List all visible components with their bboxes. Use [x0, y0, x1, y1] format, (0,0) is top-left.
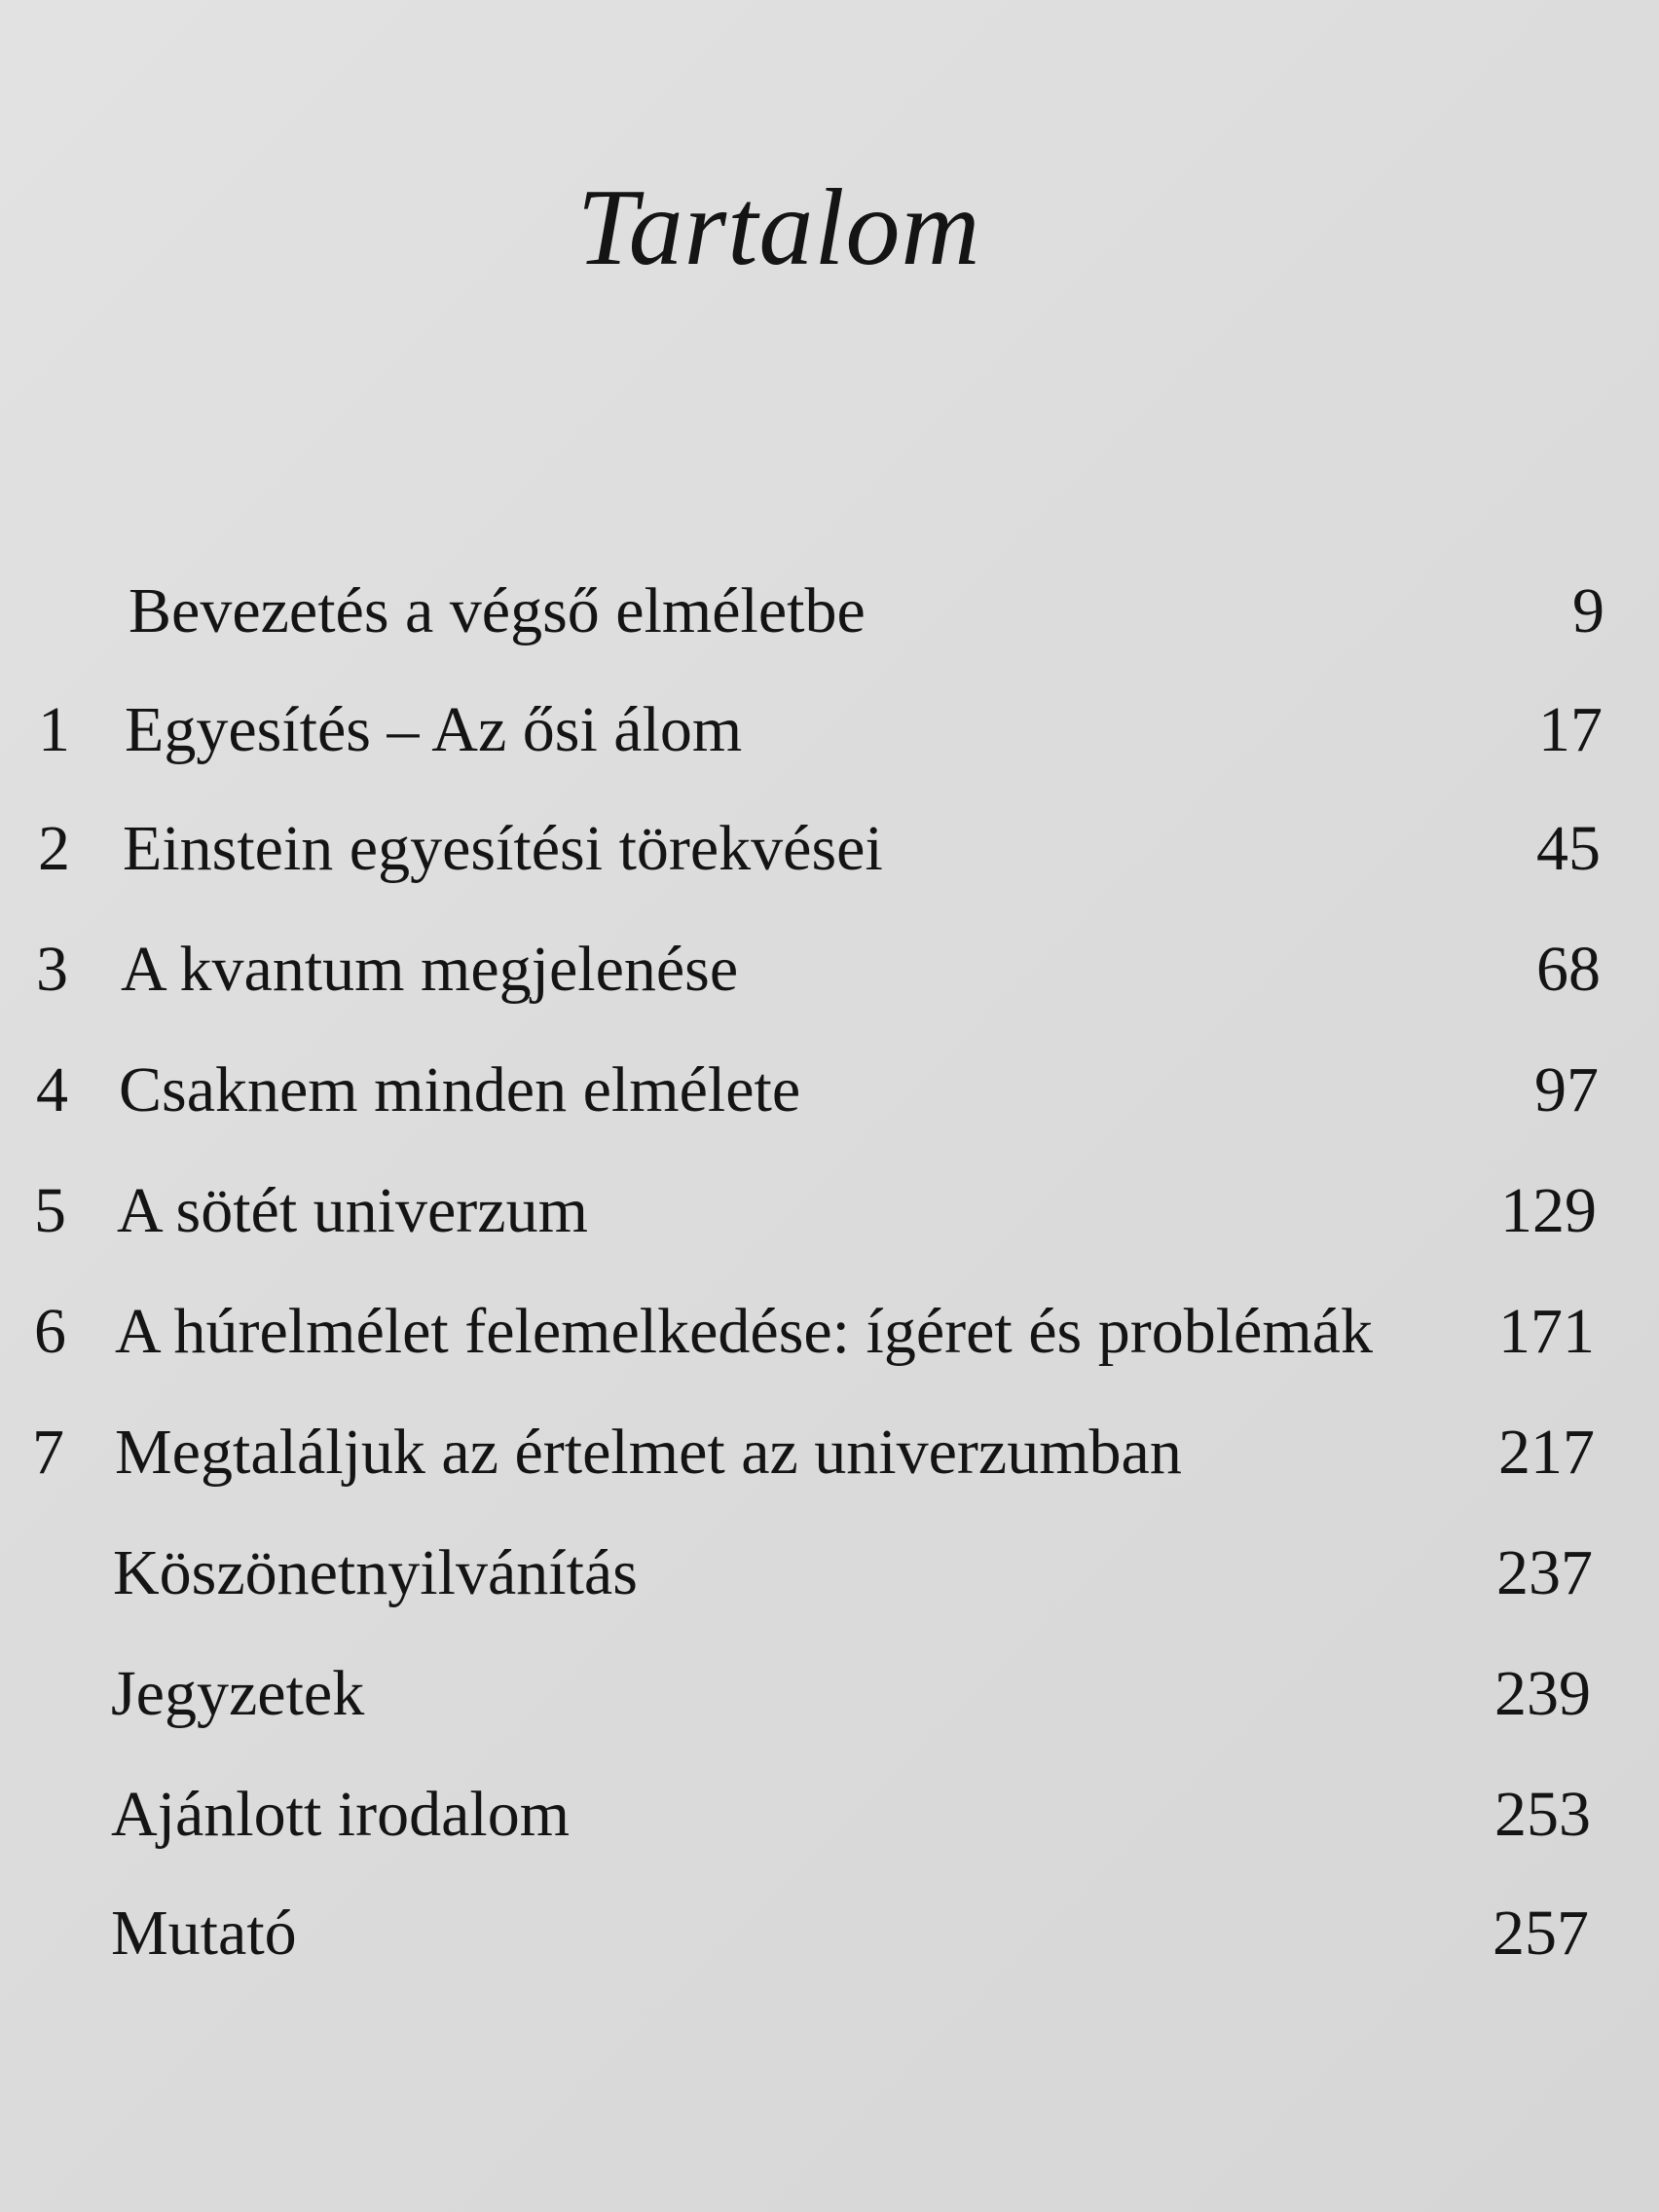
toc-entry-chapter-1 — [0, 682, 1659, 779]
toc-entry-page: 68 — [1536, 934, 1601, 1005]
toc-entry-title: Csaknem minden elmélete — [119, 1054, 801, 1125]
toc-entry-title: A húrelmélet felemelkedése: ígéret és problémák — [115, 1296, 1373, 1367]
toc-entry-page: 217 — [1498, 1417, 1595, 1488]
toc-entry-title: Ajánlott irodalom — [111, 1779, 571, 1850]
toc-entry-page: 171 — [1498, 1296, 1595, 1367]
toc-entry-page: 253 — [1494, 1779, 1591, 1850]
toc-entry-number: 3 — [36, 934, 68, 1005]
toc-entry-title: Egyesítés – Az ősi álom — [125, 694, 743, 765]
toc-entry-page: 257 — [1493, 1898, 1589, 1969]
toc-entry-chapter-4 — [0, 1042, 1659, 1139]
toc-entry-further-reading — [0, 1766, 1659, 1863]
toc-entry-title: Einstein egyesítési törekvései — [123, 813, 883, 884]
toc-entry-number: 4 — [36, 1054, 68, 1125]
toc-entry-title: Mutató — [111, 1898, 297, 1969]
toc-entry-acknowledgements — [0, 1525, 1659, 1622]
toc-entry-number: 2 — [38, 813, 70, 884]
toc-entry-number: 1 — [38, 694, 70, 765]
toc-entry-chapter-6 — [0, 1283, 1659, 1381]
toc-entry-title: Köszönetnyilvánítás — [113, 1537, 638, 1608]
toc-entry-number: 5 — [34, 1175, 66, 1246]
toc-entry-introduction — [0, 563, 1659, 660]
toc-entry-page: 97 — [1534, 1054, 1599, 1125]
toc-entry-page: 129 — [1500, 1175, 1597, 1246]
toc-entry-title: Jegyzetek — [111, 1658, 365, 1729]
toc-entry-chapter-3 — [0, 921, 1659, 1018]
toc-entry-title: A kvantum megjelenése — [121, 934, 739, 1005]
toc-entry-number: 7 — [32, 1417, 64, 1488]
toc-entry-page: 239 — [1494, 1658, 1591, 1729]
toc-entry-chapter-7 — [0, 1404, 1659, 1501]
toc-entry-page: 237 — [1496, 1537, 1593, 1608]
toc-entry-title: Megtaláljuk az értelmet az univerzumban — [115, 1417, 1182, 1488]
toc-entry-page: 45 — [1536, 813, 1601, 884]
toc-entry-index — [0, 1885, 1659, 1982]
toc-entry-page: 9 — [1572, 575, 1604, 646]
page-title: Tartalom — [576, 167, 981, 288]
toc-entry-title: A sötét univerzum — [117, 1175, 588, 1246]
toc-entry-chapter-5 — [0, 1162, 1659, 1260]
toc-entry-notes — [0, 1645, 1659, 1743]
toc-entry-title: Bevezetés a végső elméletbe — [129, 575, 866, 646]
toc-entry-page: 17 — [1538, 694, 1603, 765]
toc-entry-number: 6 — [34, 1296, 66, 1367]
toc-entry-chapter-2 — [0, 800, 1659, 898]
